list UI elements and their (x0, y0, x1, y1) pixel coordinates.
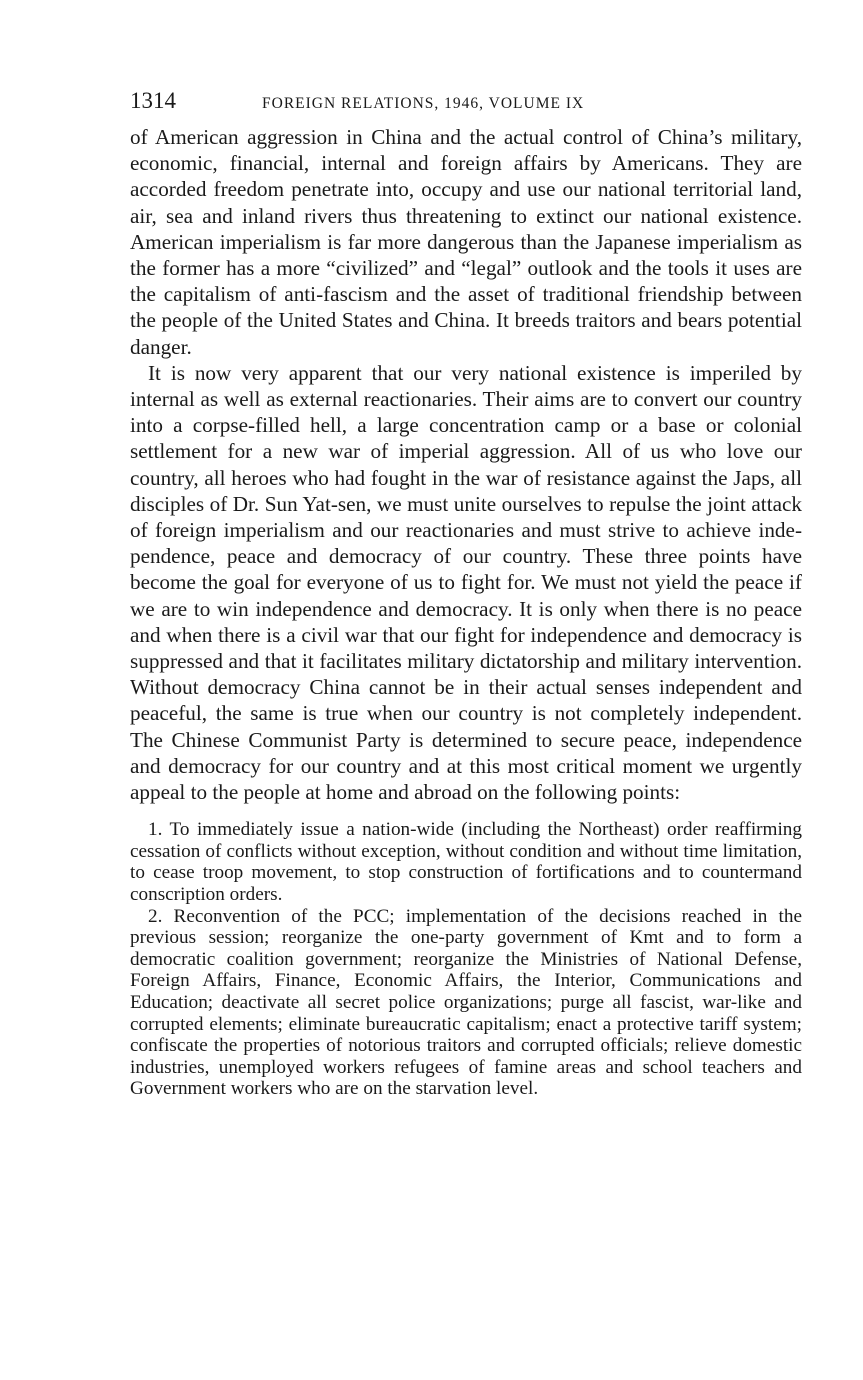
point-2: 2. Reconvention of the PCC; implementation of the decisions reached in the previous session; reorganize the one-party government of Kmt and to form a democratic coalition government; reorganize the Ministries of National Defense, Foreign Affairs, Finance, Economic Affairs, the Interior, Communications and Education; deactivate all secret police organizations; purge all fascist, war-like and corrupted elements; eliminate bureaucratic capitalism; enact a protective tariff system; confiscate the properties of notorious traitors and corrupted officials; relieve domestic industries, unemployed workers refugees of famine areas and school teachers and Government workers who are on the starvation level. (130, 905, 802, 1100)
running-head: FOREIGN RELATIONS, 1946, VOLUME IX (262, 95, 585, 112)
page-header (130, 88, 802, 114)
numbered-points (130, 819, 802, 1100)
body-text (130, 124, 802, 805)
document-page (130, 88, 802, 1100)
point-1: 1. To immediately issue a nation-wide (including the Northeast) order reaffirming cessation of conflicts without exception, without condition and without time limitation, to cease troop movement, to stop construction of fortifications and to countermand conscription orders. (130, 819, 802, 906)
paragraph-1: of American aggression in China and the actual control of China’s military, economic, financial, internal and foreign affairs by Americans. They are accorded freedom penetrate into, occupy and use our national territorial land, air, sea and inland rivers thus threatening to extinct our national existence. American imperialism is far more dangerous than the Japanese imperialism as the former has a more “civilized” and “legal” outlook and the tools it uses are the capitalism of anti-fascism and the asset of traditional friendship between the people of the United States and China. It breeds traitors and bears potential danger. (130, 125, 802, 359)
page-number: 1314 (130, 88, 176, 113)
paragraph-2: It is now very apparent that our very national existence is imperiled by internal as well as external reactionaries. Their aims are to convert our country into a corpse-filled hell, a large concentration camp or a base or colonial settlement for a new war of imperial aggression. All of us who love our country, all heroes who had fought in the war of resistance against the Japs, all disciples of Dr. Sun Yat-sen, we must unite ourselves to repulse the joint attack of foreign imperialism and our reactionaries and must strive to achieve independence, peace and democracy of our country. These three points have become the goal for everyone of us to fight for. We must not yield the peace if we are to win independence and democracy. It is only when there is no peace and when there is a civil war that our fight for independence and democracy is suppressed and that it facilitates military dictatorship and military intervention. Without democracy China cannot be in their actual senses independent and peaceful, the same is true when our country is not completely independent. The Chinese Communist Party is determined to secure peace, independence and democracy for our country and at this most critical moment we urgently appeal to the people at home and abroad on the following points: (130, 360, 802, 805)
